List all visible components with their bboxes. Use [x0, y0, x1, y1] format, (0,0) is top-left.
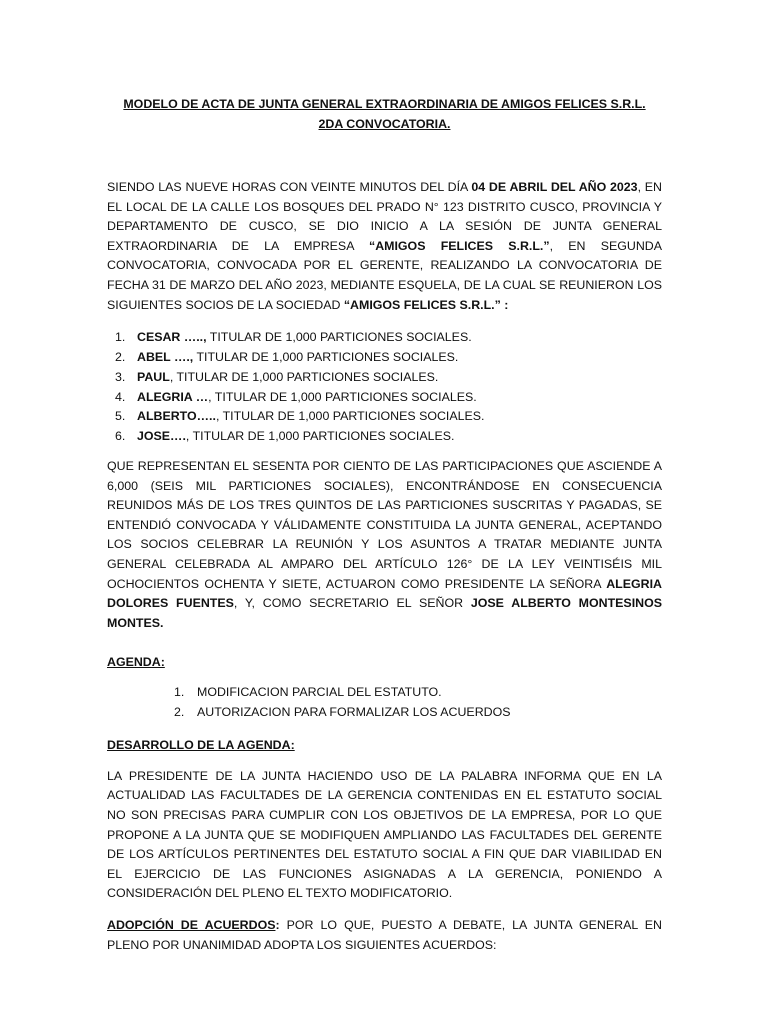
- meeting-date: 04 DE ABRIL DEL AÑO 2023: [471, 180, 638, 194]
- list-item: 2. AUTORIZACION PARA FORMALIZAR LOS ACUERDOS: [174, 705, 511, 720]
- agenda-development-heading: DESARROLLO DE LA AGENDA:: [107, 737, 295, 752]
- agenda-development-paragraph: LA PRESIDENTE DE LA JUNTA HACIENDO USO DE LA PALABRA INFORMA QUE EN LA ACTUALIDAD LAS FACULTADES DE LA GERENCIA CONTENIDAS EN EL ESTATUTO SOCIAL NO SON PRECISAS PARA CUMPLIR CON LOS OBJETIVOS DE LA EMPRESA, POR LO QUE PROPONE A LA JUNTA QUE SE MODIFIQUEN AMPLIANDO LAS FACULTADES DEL GERENTE DE LOS ARTÍCULOS PERTINENTES DEL ESTATUTO SOCIAL A FIN QUE DAR VIABILIDAD EN EL EJERCICIO DE LAS FUNCIONES ASIGNADAS A LA GERENCIA, PONIENDO A CONSIDERACIÓN DEL PLENO EL TEXTO MODIFICATORIO.: [107, 768, 662, 901]
- list-item: 4. ALEGRIA …, TITULAR DE 1,000 PARTICIONES SOCIALES.: [115, 389, 477, 404]
- secretary-name: JOSE ALBERTO MONTESINOS MONTES.: [107, 596, 662, 630]
- president-name: ALEGRIA DOLORES FUENTES: [107, 576, 662, 611]
- list-item: 6. JOSE…., TITULAR DE 1,000 PARTICIONES SOCIALES.: [115, 429, 455, 444]
- list-item: 1. CESAR ….., TITULAR DE 1,000 PARTICIONES SOCIALES.: [115, 330, 472, 345]
- document-page: [107, 94, 662, 955]
- quorum-paragraph: QUE REPRESENTAN EL SESENTA POR CIENTO DE LAS PARTICIPACIONES QUE ASCIENDE A 6,000 (SEIS MIL PARTICIONES SOCIALES), ENCONTRÁNDOSE EN CONSECUENCIA REUNIDOS MÁS DE LOS TRES QUINTOS DE LAS PARTICIONES SUSCRITAS Y PAGADAS, SE ENTENDIÓ CONVOCADA Y VÁLIDAMENTE CONSTITUIDA LA JUNTA GENERAL, ACEPTANDO LOS SOCIOS CELEBRAR LA REUNIÓN Y LOS ASUNTOS A TRATAR MEDIANTE JUNTA GENERAL CELEBRADA AL AMPARO DEL ARTÍCULO 126° DE LA LEY VEINTISÉIS MIL OCHOCIENTOS OCHENTA Y SIETE, ACTUARON COMO PRESIDENTE LA SEÑORA ALEGRIA DOLORES FUENTES, Y, COMO SECRETARIO EL SEÑOR JOSE ALBERTO MONTESINOS MONTES.: [107, 458, 662, 630]
- partners-list: [107, 328, 662, 447]
- title-line-1: MODELO DE ACTA DE JUNTA GENERAL EXTRAORDINARIA DE AMIGOS FELICES S.R.L.: [123, 97, 646, 111]
- company-name: “AMIGOS FELICES S.R.L.”: [369, 238, 550, 253]
- list-item: 5. ALBERTO….., TITULAR DE 1,000 PARTICIONES SOCIALES.: [115, 409, 485, 424]
- agreements-paragraph: ADOPCIÓN DE ACUERDOS: POR LO QUE, PUESTO A DEBATE, LA JUNTA GENERAL EN PLENO POR UNANIMIDAD ADOPTA LOS SIGUIENTES ACUERDOS:: [107, 918, 662, 952]
- company-name: “AMIGOS FELICES S.R.L.” :: [343, 297, 509, 312]
- agenda-list: [107, 683, 662, 723]
- list-item: 1. MODIFICACION PARCIAL DEL ESTATUTO.: [174, 685, 442, 700]
- list-item: 2. ABEL …., TITULAR DE 1,000 PARTICIONES SOCIALES.: [115, 349, 459, 364]
- document-title: [107, 94, 662, 134]
- agreements-label: ADOPCIÓN DE ACUERDOS: [107, 918, 276, 933]
- intro-paragraph: SIENDO LAS NUEVE HORAS CON VEINTE MINUTOS DEL DÍA 04 DE ABRIL DEL AÑO 2023, EN EL LOCAL DE LA CALLE LOS BOSQUES DEL PRADO N° 123 DISTRITO CUSCO, PROVINCIA Y DEPARTAMENTO DE CUSCO, SE DIO INICIO A LA SESIÓN DE JUNTA GENERAL EXTRAORDINARIA DE LA EMPRESA “AMIGOS FELICES S.R.L.”, EN SEGUNDA CONVOCATORIA, CONVOCADA POR EL GERENTE, REALIZANDO LA CONVOCATORIA DE FECHA 31 DE MARZO DEL AÑO 2023, MEDIANTE ESQUELA, DE LA CUAL SE REUNIERON LOS SIGUIENTES SOCIOS DE LA SOCIEDAD “AMIGOS FELICES S.R.L.” :: [107, 180, 662, 312]
- agenda-heading: AGENDA:: [107, 655, 165, 670]
- list-item: 3. PAUL, TITULAR DE 1,000 PARTICIONES SOCIALES.: [115, 369, 439, 384]
- title-line-2: 2DA CONVOCATORIA.: [318, 117, 451, 131]
